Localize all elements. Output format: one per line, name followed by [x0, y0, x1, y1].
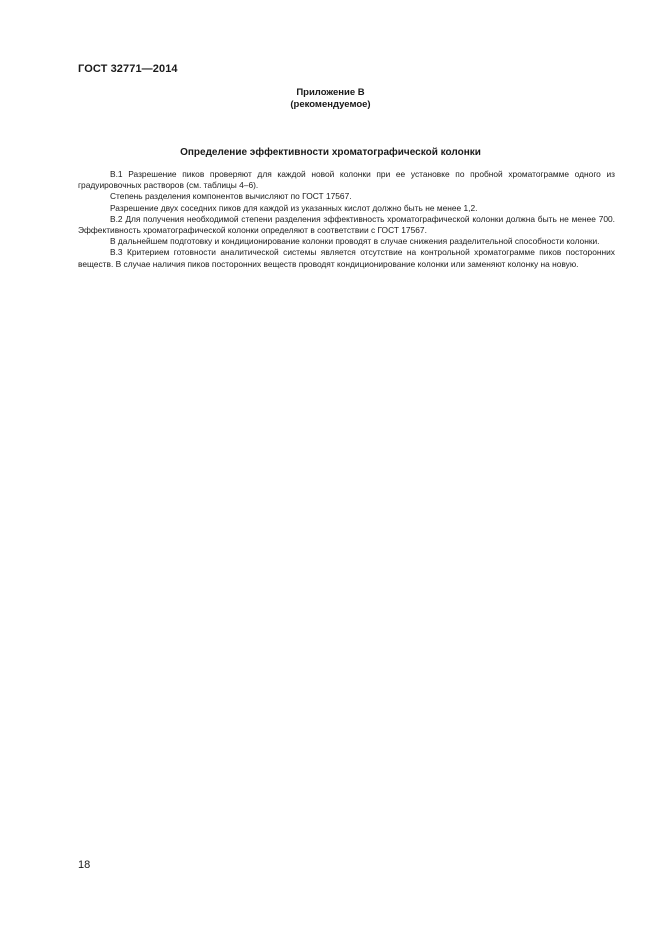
annex-body: [78, 169, 615, 270]
paragraph-resolution: Разрешение двух соседних пиков для каждой из указанных кислот должно быть не менее 1,2.: [110, 202, 478, 213]
annex-title: Определение эффективности хроматографической колонки: [180, 147, 481, 158]
paragraph-b3: В.3 Критерием готовности аналитической системы является отсутствие на контрольной хроматограмме пиков посторонних веществ. В случае наличия пиков посторонних веществ проводят кондиционирование колонки или заменяют колонку на новую.: [78, 247, 615, 269]
standard-code: ГОСТ 32771—2014: [78, 63, 178, 75]
annex-label: Приложение В: [296, 87, 365, 98]
paragraph-conditioning: В дальнейшем подготовку и кондиционирование колонки проводят в случае снижения разделительной способности колонки.: [110, 236, 600, 247]
annex-status: (рекомендуемое): [290, 99, 371, 110]
paragraph-separation-degree: Степень разделения компонентов вычисляют по ГОСТ 17567.: [110, 191, 352, 202]
page-number: 18: [78, 859, 91, 871]
annex-heading: [0, 87, 661, 111]
paragraph-b1: В.1 Разрешение пиков проверяют для каждой новой колонки при ее установке по пробной хроматограмме одного из градуировочных растворов (см. таблицы 4–6).: [78, 169, 615, 191]
paragraph-b2: В.2 Для получения необходимой степени разделения эффективность хроматографической колонки должна быть не менее 700. Эффективность хроматографической колонки определяют в соответствии с ГОСТ 17567.: [78, 213, 615, 236]
